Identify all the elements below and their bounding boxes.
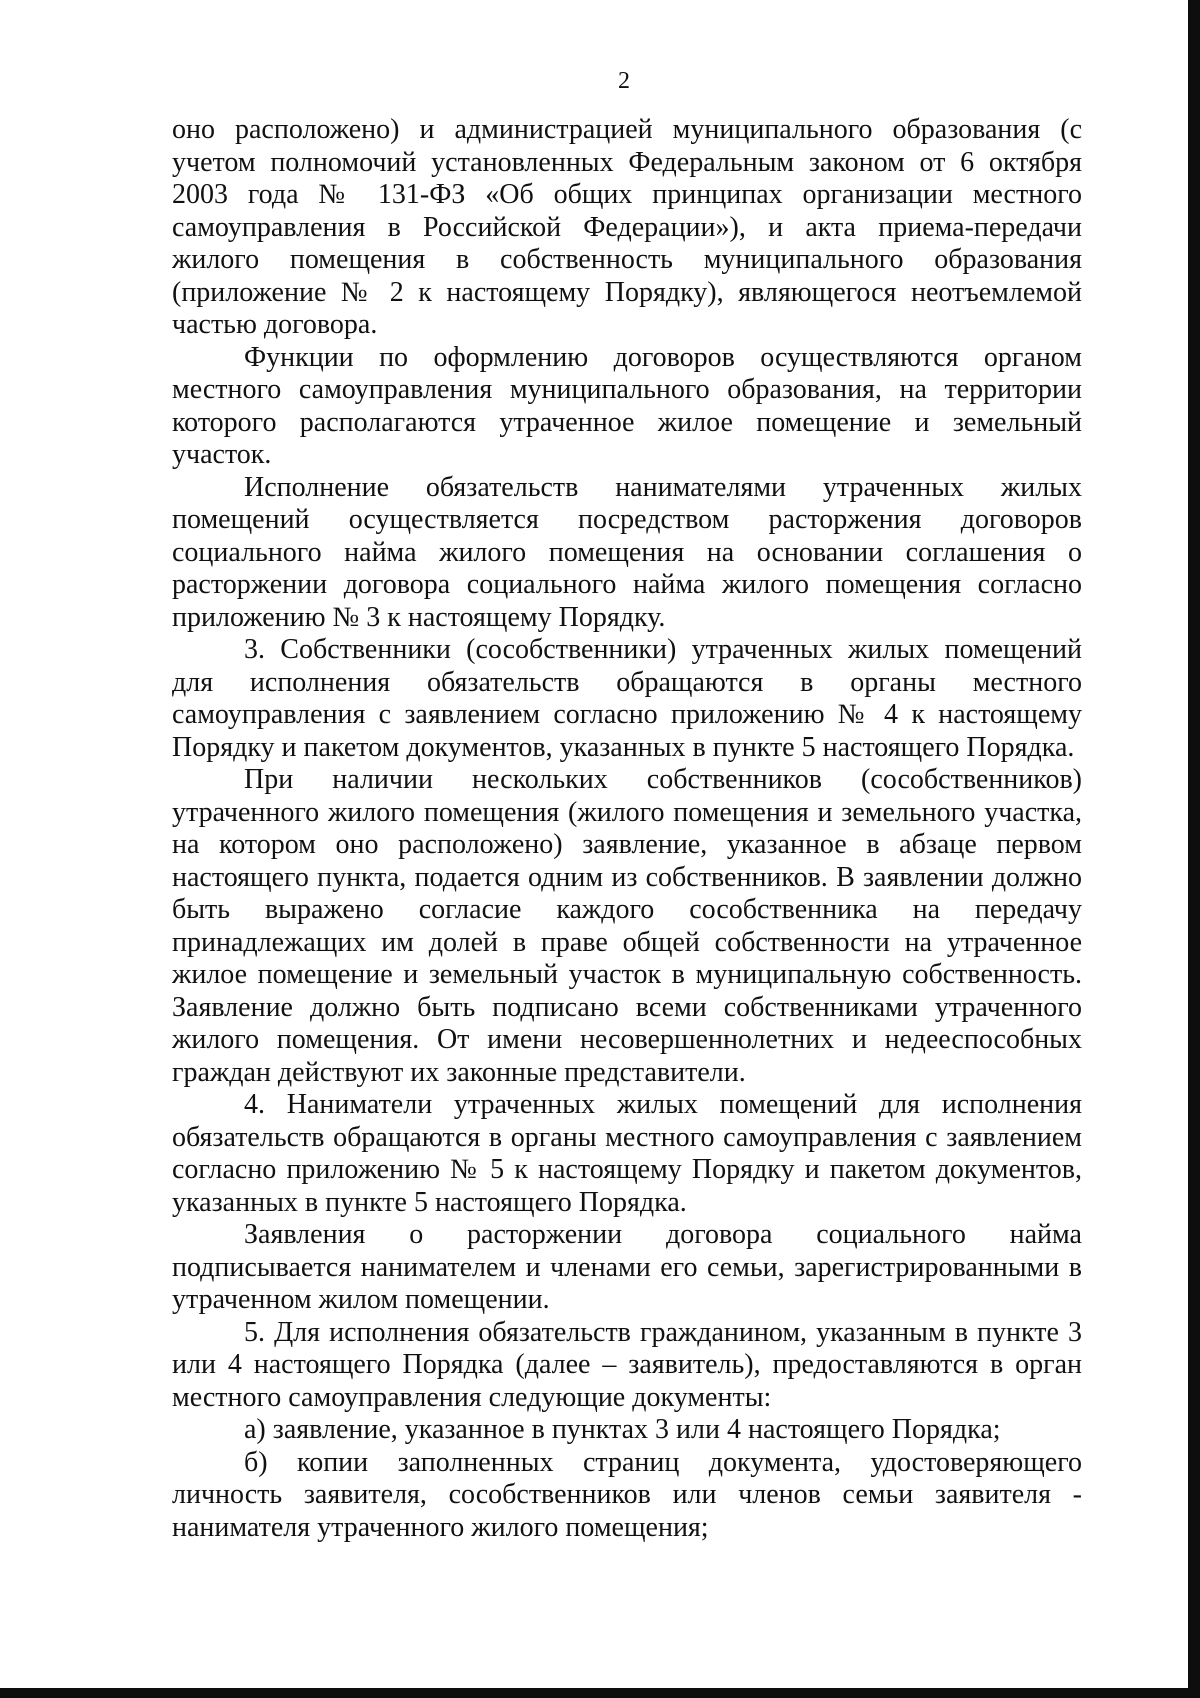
scan-border-bottom [0,1688,1200,1698]
paragraph-tenants-obligations: Исполнение обязательств нанимателями утраченных жилых помещений осуществляется посредством расторжения договоров социального найма жилого помещения на основании соглашения о расторжении договора социального найма жилого помещения согласно приложению № 3 к настоящему Порядку. [172,471,1082,633]
list-item-b: б) копии заполненных страниц документа, удостоверяющего личность заявителя, сособственников или членов семьи заявителя - нанимателя утраченного жилого помещения; [172,1446,1082,1543]
paragraph-continuation: оно расположено) и администрацией муниципального образования (с учетом полномочий установленных Федеральным законом от 6 октября 2003 года № 131-ФЗ «Об общих принципах организации местного самоуправления в Российской Федерации»), и акта приема-передачи жилого помещения в собственность муниципального образования (приложение № 2 к настоящему Порядку), являющегося неотъемлемой частью договора. [172,114,1082,340]
paragraph-clause-5: 5. Для исполнения обязательств гражданином, указанным в пункте 3 или 4 настоящего Порядка (далее – заявитель), предоставляются в орган местного самоуправления следующие документы: [172,1316,1082,1413]
list-item-a: а) заявление, указанное в пунктах 3 или 4 настоящего Порядка; [244,1414,1001,1445]
paragraph-termination-application: Заявления о расторжении договора социального найма подписывается нанимателем и членами его семьи, зарегистрированными в утраченном жилом помещении. [172,1219,1082,1315]
paragraph-clause-3: 3. Собственники (сособственники) утраченных жилых помещений для исполнения обязательств обращаются в органы местного самоуправления с заявлением согласно приложению № 4 к настоящему Порядку и пакетом документов, указанных в пункте 5 настоящего Порядка. [172,634,1082,763]
paragraph-functions: Функции по оформлению договоров осуществляются органом местного самоуправления муниципального образования, на территории которого располагаются утраченное жилое помещение и земельный участок. [172,341,1082,470]
scan-border-right [1188,0,1200,1698]
document-body [172,114,1082,1544]
page-number: 2 [618,68,630,94]
paragraph-clause-4: 4. Наниматели утраченных жилых помещений для исполнения обязательств обращаются в органы местного самоуправления с заявлением согласно приложению № 5 к настоящему Порядку и пакетом документов, указанных в пункте 5 настоящего Порядка. [172,1089,1082,1218]
paragraph-co-owners: При наличии нескольких собственников (сособственников) утраченного жилого помещения (жилого помещения и земельного участка, на котором оно расположено) заявление, указанное в абзаце первом настоящего пункта, подается одним из собственников. В заявлении должно быть выражено согласие каждого сособственника на передачу принадлежащих им долей в праве общей собственности на утраченное жилое помещение и земельный участок в муниципальную собственность. Заявление должно быть подписано всеми собственниками утраченного жилого помещения. От имени несовершеннолетних и недееспособных граждан действуют их законные представители. [172,764,1082,1088]
